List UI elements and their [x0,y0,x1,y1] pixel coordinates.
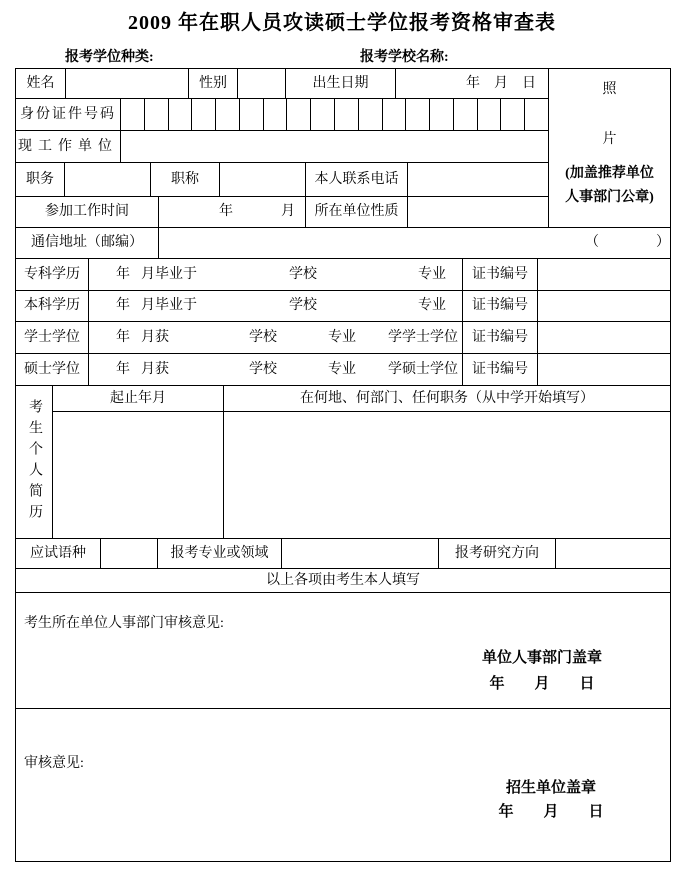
phone-label: 本人联系电话 [305,162,408,197]
unit-opinion-date: 年 月 日 [489,676,595,692]
edu-verb-label: 月毕业于 [141,298,197,313]
edu-major-label: 专业 [418,266,446,282]
resume-side-label-text: 考生个人简历 [27,399,42,525]
photo-label-1: 照 [602,82,617,97]
exam-language-field[interactable] [100,538,158,569]
cert-number-field[interactable] [537,290,671,322]
edu-year-label: 年 [116,361,130,377]
postcode-paren-close: ） [656,235,670,250]
cert-number-label: 证书编号 [462,258,538,291]
photo-box [548,68,671,228]
name-field[interactable] [65,68,189,99]
degree-type-label: 报考学位种类: [65,50,154,65]
unit-type-label: 所在单位性质 [305,196,408,228]
unit-opinion-title: 考生所在单位人事部门审核意见: [24,616,224,631]
birth-date-field[interactable]: 年 月 日 [395,68,549,99]
edu-row-label: 硕士学位 [15,353,89,386]
resume-detail-header: 在何地、何部门、任何职务（从中学开始填写） [223,385,671,412]
edu-row-label: 本科学历 [15,290,89,322]
duty-label: 职务 [15,162,65,197]
edu-verb-label: 月获 [141,361,169,377]
postcode-paren-open: （ [585,235,599,250]
name-label: 姓名 [15,68,66,99]
id-number-label: 身份证件号码 [15,98,121,131]
birth-label: 出生日期 [285,68,396,99]
edu-degree-label: 学硕士学位 [388,361,458,377]
edu-major-label: 专业 [328,329,356,345]
resume-side-label [15,385,53,539]
edu-major-label: 专业 [418,298,446,313]
resume-period-header: 起止年月 [52,385,224,412]
work-time-field[interactable] [158,196,306,228]
fill-note: 以上各项由考生本人填写 [15,568,671,593]
photo-stamp-line2: 人事部门公章) [565,190,654,205]
workplace-field[interactable] [120,130,549,163]
edu-row-detail[interactable] [88,290,463,322]
cert-number-field[interactable] [537,321,671,354]
exam-direction-field[interactable] [555,538,671,569]
gender-field[interactable] [237,68,286,99]
edu-school-label: 学校 [249,329,277,345]
form-table [15,68,671,862]
duty-field[interactable] [64,162,151,197]
school-name-label: 报考学校名称: [360,50,449,65]
id-number-boxes[interactable] [120,98,549,131]
edu-degree-label: 学学士学位 [388,329,458,345]
workplace-label: 现工作单位 [15,130,121,163]
cert-number-label: 证书编号 [462,321,538,354]
address-label: 通信地址（邮编） [15,227,159,259]
edu-row-detail[interactable] [88,353,463,386]
photo-label-2: 片 [602,132,617,147]
cert-number-field[interactable] [537,258,671,291]
exam-major-label: 报考专业或领域 [157,538,282,569]
resume-period-field[interactable] [52,411,224,539]
photo-stamp-line1: (加盖推荐单位 [565,166,654,181]
unit-type-field[interactable] [407,196,549,228]
edu-verb-label: 月毕业于 [141,266,197,282]
exam-language-label: 应试语种 [15,538,101,569]
unit-opinion-stamp-label: 单位人事部门盖章 [481,650,602,666]
admission-opinion-section[interactable] [15,708,671,862]
work-time-year-label: 年 [219,204,233,219]
title-field[interactable] [219,162,306,197]
edu-year-label: 年 [116,266,130,282]
unit-opinion-section[interactable] [15,592,671,709]
edu-major-label: 专业 [328,361,356,377]
edu-school-label: 学校 [249,361,277,377]
exam-direction-label: 报考研究方向 [438,538,556,569]
edu-school-label: 学校 [289,298,317,313]
admission-opinion-stamp-label: 招生单位盖章 [505,780,596,796]
edu-year-label: 年 [116,298,130,313]
work-time-label: 参加工作时间 [15,196,159,228]
edu-school-label: 学校 [289,266,317,282]
edu-row-label: 学士学位 [15,321,89,354]
resume-detail-field[interactable] [223,411,671,539]
edu-verb-label: 月获 [141,329,169,345]
address-field[interactable] [158,227,671,259]
cert-number-label: 证书编号 [462,353,538,386]
edu-row-detail[interactable] [88,321,463,354]
cert-number-label: 证书编号 [462,290,538,322]
exam-major-field[interactable] [281,538,439,569]
title-label: 职称 [150,162,220,197]
gender-label: 性别 [188,68,238,99]
page-title: 2009 年在职人员攻读硕士学位报考资格审查表 [128,12,556,34]
edu-year-label: 年 [116,329,130,345]
work-time-month-label: 月 [281,204,295,219]
edu-row-label: 专科学历 [15,258,89,291]
admission-opinion-title: 审核意见: [24,756,84,771]
edu-row-detail[interactable] [88,258,463,291]
phone-field[interactable] [407,162,549,197]
admission-opinion-date: 年 月 日 [498,804,604,820]
cert-number-field[interactable] [537,353,671,386]
